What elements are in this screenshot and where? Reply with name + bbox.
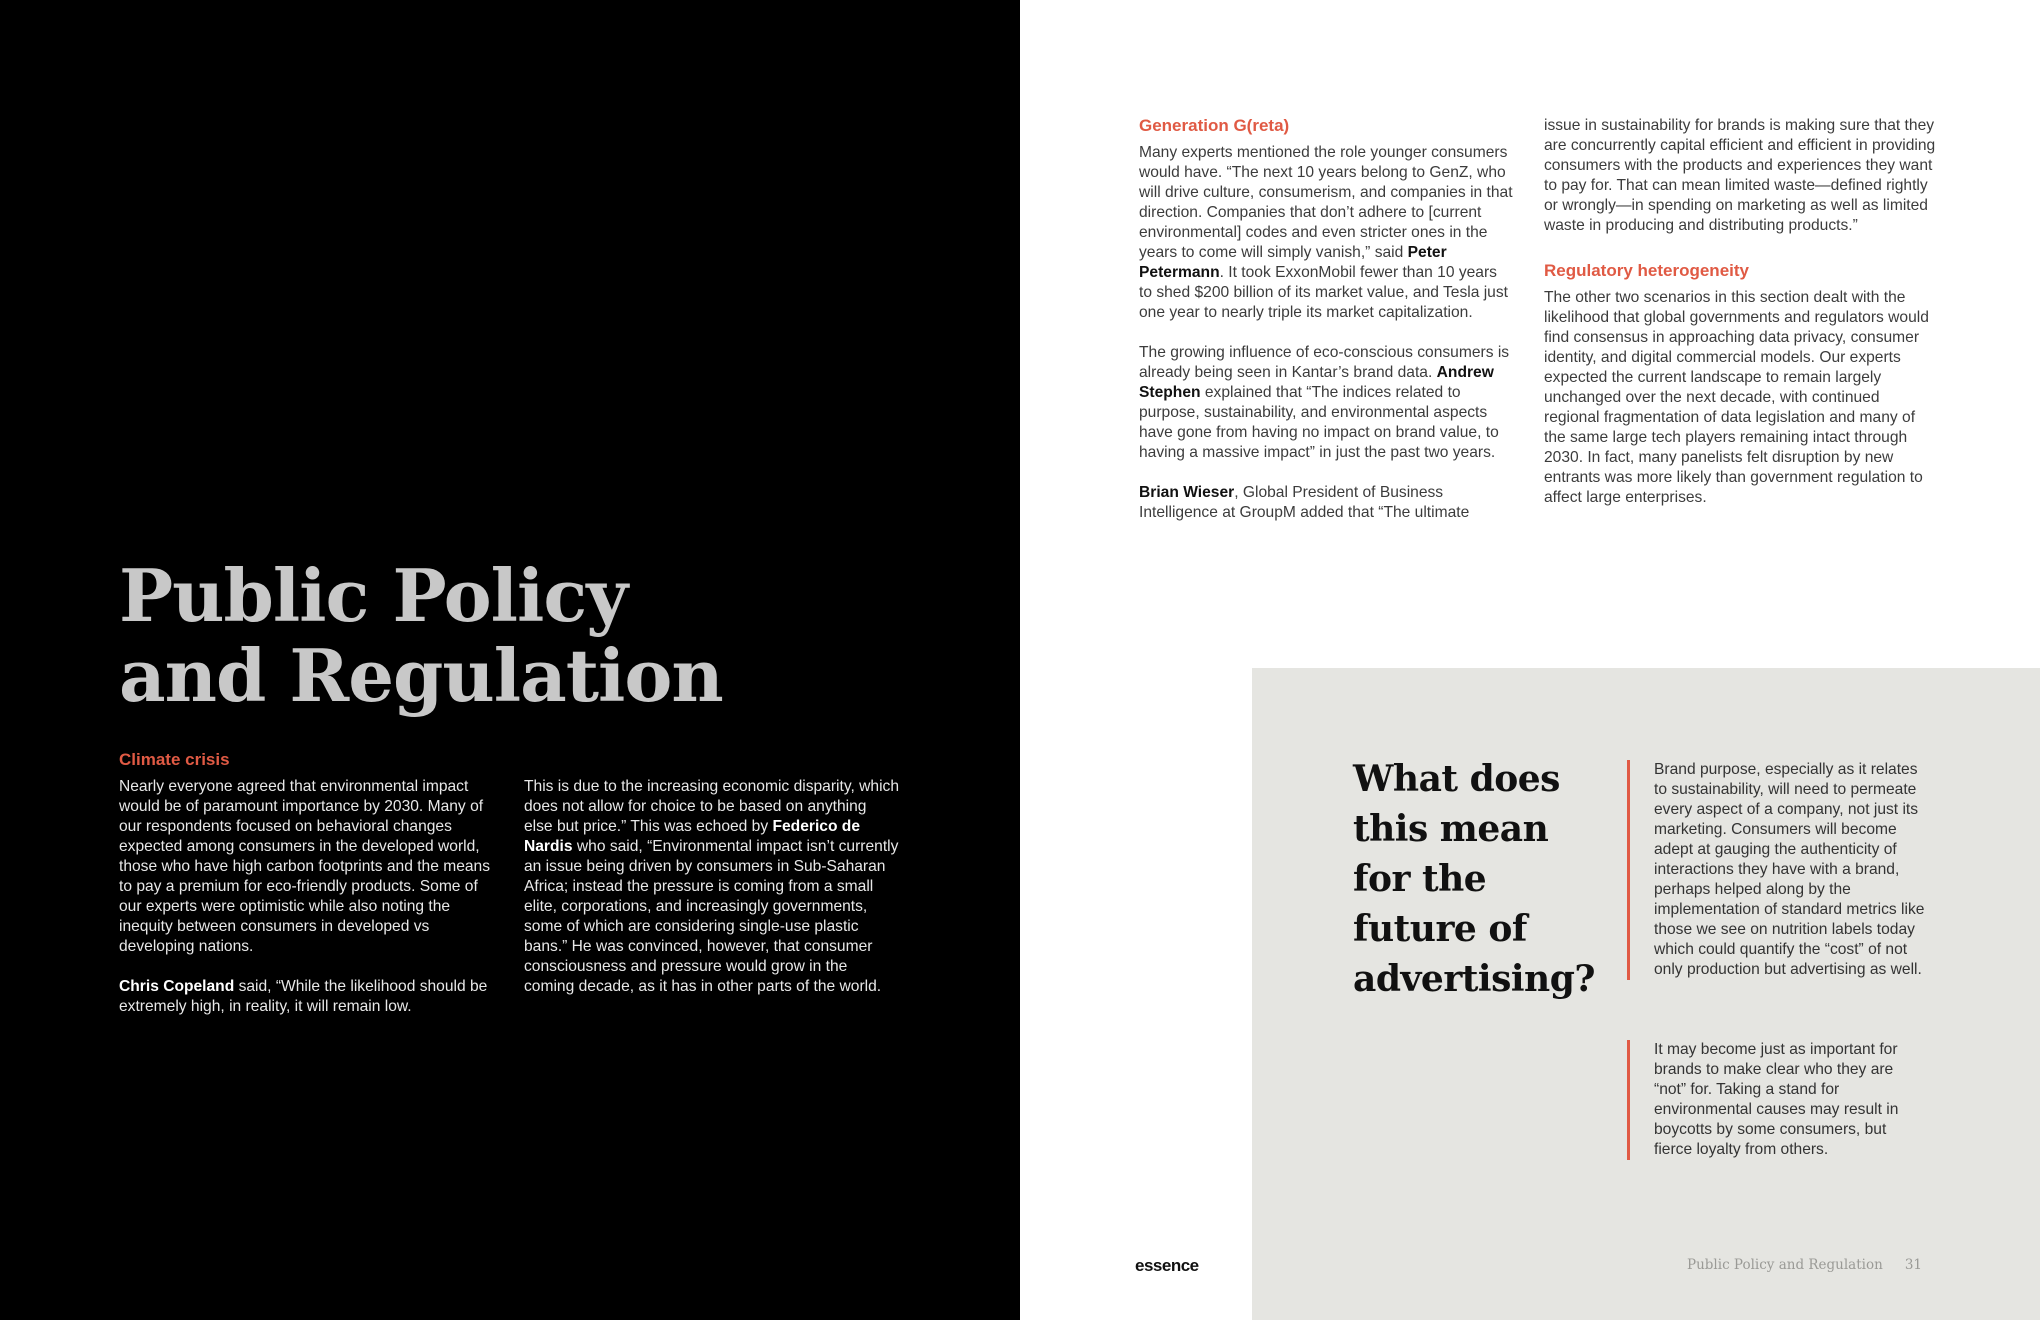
quote-text: Many experts mentioned the role younger consumers would have. “The next 10 years belong to GenZ, who will drive culture, consumerism, and companies in that direction. Companies that don’t adhere to [current environmental] codes and even stricter ones in the years to come will simply vanish,” said [1139,144,1513,261]
callout-title-line: advertising? [1353,958,1595,1000]
page-footer [1640,1257,1922,1273]
essence-logo: essence [1135,1256,1199,1275]
quote-text: The growing influence of eco-conscious consumers is already being seen in Kantar’s brand data. [1139,344,1510,381]
regulatory-paragraph: The other two scenarios in this section dealt with the likelihood that global governments and regulators would find consensus in approaching data privacy, consumer identity, and digital commercial models. Our experts expected the current landscape to remain largely unchanged over the next decade, with continued regional fragmentation of data legislation and many of the same large tech players remaining intact through 2030. In fact, many panelists felt disruption by new entrants was more likely than government regulation to affect large enterprises. [1544,289,1929,506]
speaker-name: Peter Petermann [1139,244,1447,281]
page-number: 31 [1904,1257,1922,1273]
continued-paragraph: issue in sustainability for brands is making sure that they are concurrently capital efficient and efficient in providing consumers with the products and experiences they want to pay for. That can mean limited waste—defined rightly or wrongly—in spending on marketing as well as limited waste in producing and distributing products.” [1544,117,1936,234]
quote-text: , Global President of Business Intelligence at GroupM added that “The ultimate [1139,484,1470,521]
climate-column-2 [524,777,899,997]
climate-paragraph-1: Nearly everyone agreed that environmental impact would be of paramount importance by 2030. Many of our respondents focused on behavioral changes expected among consumers in the developed world, those who have high carbon footprints and the means to pay a premium for eco-friendly products. Some of our experts were optimistic while also noting the inequity between consumers in developed vs developing nations. [119,778,491,955]
climate-paragraph-3 [524,777,899,997]
callout-paragraph-2: It may become just as important for brands to make clear who they are “not” for. Taking a stand for environmental causes may result in boycotts by some consumers, but fierce loyalty from others. [1627,1040,1927,1160]
generation-paragraph-3 [1139,483,1514,523]
quote-text: . It took ExxonMobil fewer than 10 years to shed $200 billion of its market value, and Tesla just one year to nearly triple its market capitalization. [1139,264,1508,321]
callout-title-line: for the [1353,858,1487,900]
callout-title-line: What does [1353,758,1560,800]
generation-column [1139,115,1514,523]
generation-greta-heading: Generation G(reta) [1139,116,1290,135]
quote-text: This is due to the increasing economic disparity, which does not allow for choice to be based on anything else but price.” This was echoed by [524,778,900,835]
page-title-line-2: and Regulation [119,633,723,718]
generation-paragraph-1 [1139,143,1514,323]
speaker-name: Andrew Stephen [1139,364,1494,401]
quote-text: said, “While the likelihood should be extremely high, in reality, it will remain low. [119,978,488,1015]
climate-column-1 [119,749,494,1017]
generation-body [1139,143,1514,523]
page-title-line-1: Public Policy [119,553,628,638]
regulatory-body [1544,288,1939,508]
regulatory-heterogeneity-heading: Regulatory heterogeneity [1544,261,1749,280]
sustainability-continued [1544,116,1939,236]
regulatory-column [1544,116,1939,508]
page-title [119,553,879,718]
footer-section-title: Public Policy and Regulation [1687,1257,1883,1273]
callout-title-line: future of [1353,908,1527,950]
callout-paragraph-1: Brand purpose, especially as it relates to sustainability, will need to permeate every aspect of a company, not just its marketing. Consumers will become adept at gauging the authenticity of interactions they have with a brand, perhaps helped along by the implementation of standard metrics like those we see on nutrition labels today which could quantify the “cost” of not only production but advertising as well. [1627,760,1927,980]
callout-title-line: this mean [1353,808,1549,850]
callout-title [1353,754,1595,1004]
climate-body-1 [119,777,494,1017]
quote-text: who said, “Environmental impact isn’t currently an issue being driven by consumers in Sub-Saharan Africa; instead the pressure is coming from a small elite, corporations, and increasingly governments, some of which are considering single-use plastic bans.” He was convinced, however, that consumer consciousness and pressure would grow in the coming decade, as it has in other parts of the world. [524,838,899,995]
speaker-name: Chris Copeland [119,978,235,995]
climate-crisis-heading: Climate crisis [119,750,230,769]
speaker-name: Federico de Nardis [524,818,861,855]
climate-paragraph-2 [119,977,494,1017]
climate-body-2 [524,777,899,997]
generation-paragraph-2 [1139,343,1514,463]
speaker-name: Brian Wieser [1139,484,1235,501]
quote-text: explained that “The indices related to purpose, sustainability, and environmental aspects have gone from having no impact on brand value, to having a massive impact” in just the past two years. [1139,384,1499,461]
